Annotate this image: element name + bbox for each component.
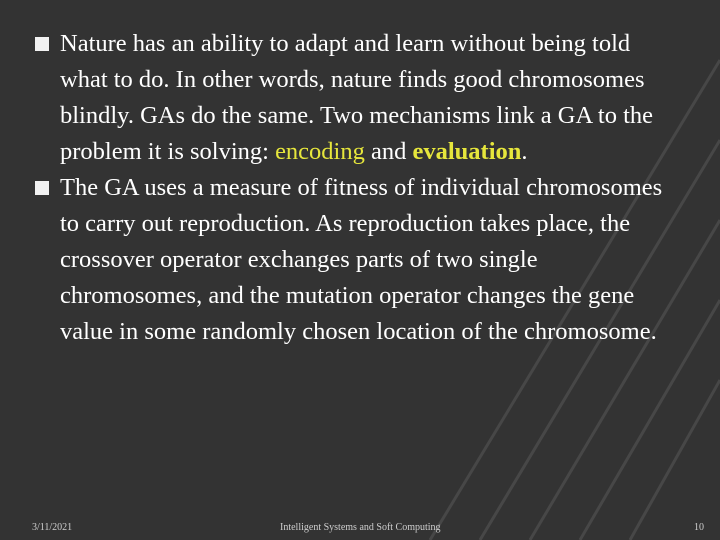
highlight-evaluation: evaluation (412, 138, 522, 165)
bullet-text-end: . (521, 138, 528, 165)
highlight-encoding: encoding (275, 138, 365, 165)
bullet-item-2 (24, 170, 674, 350)
slide-body (24, 26, 674, 350)
bullet-text: The GA uses a measure of fitness of individual chromosomes to carry out reproduction. As reproduction takes place, the crossover operator exchanges parts of two single chromosomes, and the mutation operator changes the gene value in some randomly chosen location of the chromosome. (60, 174, 663, 345)
footer-title: Intelligent Systems and Soft Computing (280, 522, 441, 533)
bullet-item-1 (24, 26, 674, 170)
bullet-text-middle: and (364, 138, 413, 165)
bullet-text: Nature has an ability to adapt and learn without being told what to do. In other words, nature finds good chromosomes blindly. GAs do the same. Two mechanisms link a GA to the problem it is solving: (60, 30, 654, 165)
page-number: 10 (694, 522, 704, 533)
square-bullet-icon (35, 37, 49, 51)
square-bullet-icon (35, 181, 49, 195)
footer-date: 3/11/2021 (32, 522, 73, 533)
